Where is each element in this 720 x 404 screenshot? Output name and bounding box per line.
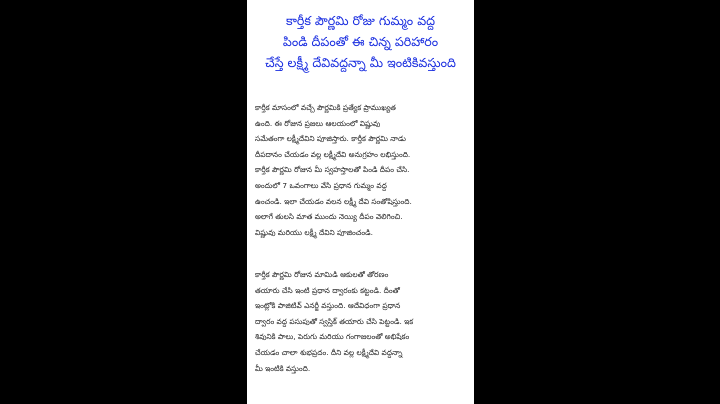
body-paragraph-2 <box>255 267 467 376</box>
text-line: కార్తీక పౌర్ణమి రోజున మీ స్వహస్తాలతో పిండి దీపం చేసి. <box>255 165 410 175</box>
page-title <box>247 10 474 73</box>
title-line: కార్తీక పౌర్ణమి రోజు గుమ్మం వద్ద <box>285 13 436 28</box>
text-line: మీ ఇంటికి వస్తుంది. <box>255 363 311 373</box>
text-line: కార్తీక మాసంలో వచ్చే పౌర్ణమికి ప్రత్యేక ప్రాముఖ్యత <box>255 103 396 112</box>
text-line: అందులో 7 ఒవంగాలు వేసి ప్రధాన గుమ్మం వద్ద <box>255 180 387 190</box>
text-line: ఉంచండి. ఇలా చేయడం వలన లక్ష్మీ దేవి సంతోషిస్తుంది. <box>255 196 412 206</box>
title-line: చేస్తే లక్ష్మీ దేవివద్దన్నా మీ ఇంటికివస్తుంది <box>265 55 456 70</box>
text-line: ద్వారం వద్ద పసుపుతో స్వస్తిక్ తయారు చేసి పెట్టండి. ఇక <box>255 316 414 326</box>
text-line: శివునికి పాలు, పెరుగు మరియు గంగాజలంతో అభిషేకం <box>255 332 410 342</box>
document-page <box>247 0 474 404</box>
body-paragraph-1 <box>255 100 467 240</box>
text-line: ఉంది. ఈ రోజున ప్రజలు ఆలయంలో విష్ణువు <box>255 118 381 128</box>
text-line: సమేతంగా లక్ష్మీదేవిని పూజిస్తారు. కార్తీక పౌర్ణమి నాడు <box>255 134 406 144</box>
text-line: చేయడం చాలా శుభప్రదం. దీని వల్ల లక్ష్మీదేవి వద్దన్నా <box>255 347 403 357</box>
title-line: పిండి దీపంతో ఈ చిన్న పరిహారం <box>282 34 439 49</box>
text-line: విష్ణువు మరియు లక్ష్మీ దేవిని పూజించండి. <box>255 227 373 237</box>
text-line: అలాగే తులసి మాత ముందు నెయ్యి దీపం వెలిగించి. <box>255 212 403 222</box>
text-line: కార్తీక పౌర్ణమి రోజున మామిడి ఆకులతో తోరణం <box>255 270 389 279</box>
text-line: దీపదానం చేయడం వల్ల లక్ష్మీదేవి అనుగ్రహం లభిస్తుంది. <box>255 149 411 159</box>
text-line: తయారు చేసి ఇంటి ప్రధాన ద్వారంకు కట్టండి. దీంతో <box>255 285 400 295</box>
text-line: ఇంట్లోకి పాజిటివ్ ఎనర్జీ వస్తుంది. ఆదేవిధంగా ప్రధాన <box>255 301 401 311</box>
